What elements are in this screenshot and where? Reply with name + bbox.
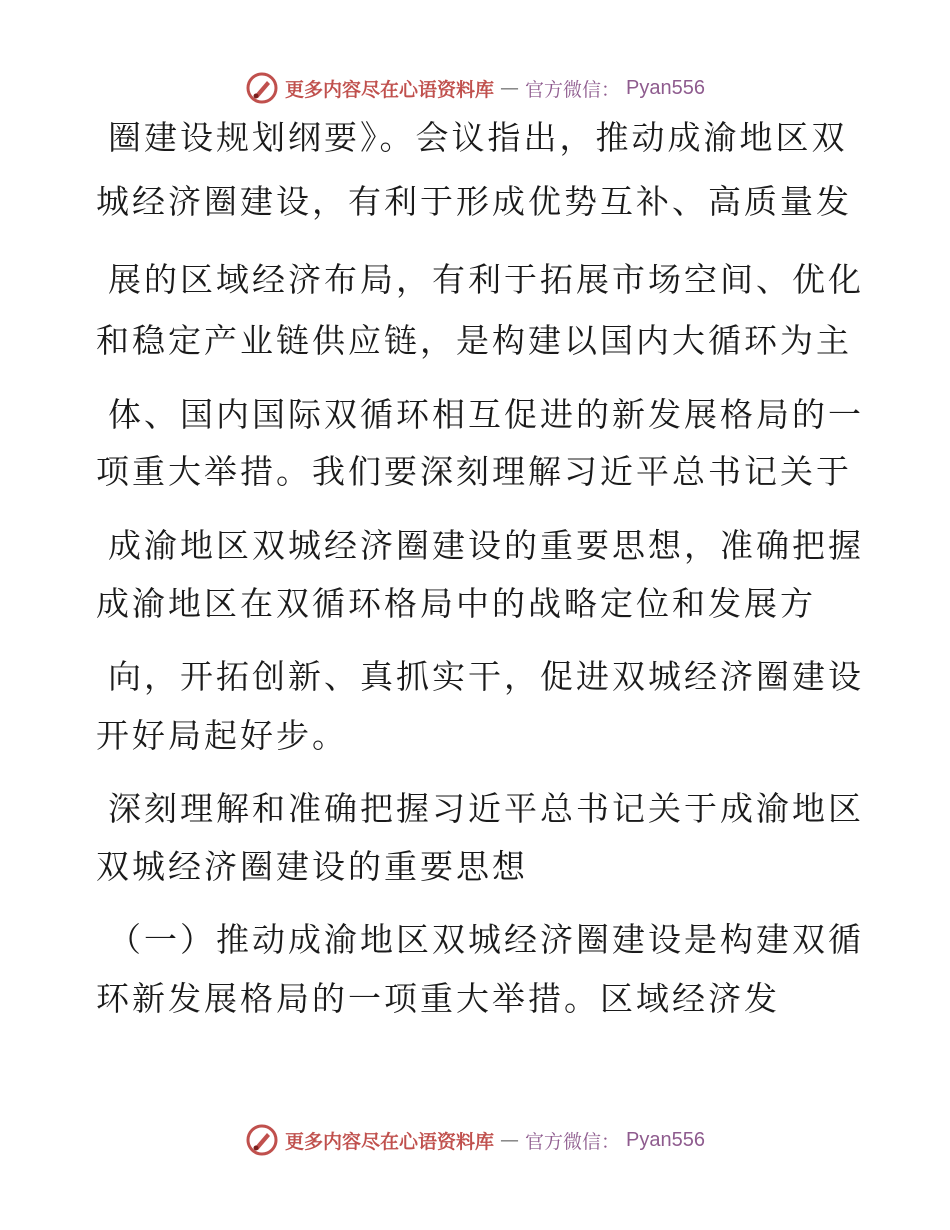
text-line: 圈建设规划纲要》。会议指出，推动成渝地区双	[108, 118, 848, 157]
text-line: 城经济圈建设，有利于形成优势互补、高质量发	[96, 182, 852, 221]
text-line: 向，开拓创新、真抓实干，促进双城经济圈建设	[108, 657, 864, 696]
watermark-site-text: 更多内容尽在心语资料库	[285, 1130, 495, 1153]
watermark-tag-text: 官方微信：	[525, 1130, 621, 1153]
watermark-dash: —	[500, 1129, 520, 1151]
watermark-id-text: Pyan556	[626, 76, 705, 99]
watermark-tag-text: 官方微信：	[525, 78, 621, 101]
text-line: 成渝地区双城经济圈建设的重要思想，准确把握	[108, 526, 864, 565]
pen-seal-logo-icon	[245, 71, 279, 105]
section-heading: 双城经济圈建设的重要思想	[96, 847, 528, 886]
text-line: （一）推动成渝地区双城经济圈建设是构建双循	[108, 920, 864, 959]
pen-seal-logo-icon	[245, 1123, 279, 1157]
text-line: 开好局起好步。	[96, 716, 348, 755]
text-line: 项重大举措。我们要深刻理解习近平总书记关于	[96, 452, 852, 491]
section-heading: 深刻理解和准确把握习近平总书记关于成渝地区	[108, 789, 864, 828]
header-watermark	[0, 68, 950, 108]
text-line: 体、国内国际双循环相互促进的新发展格局的一	[108, 395, 864, 434]
watermark-site-text: 更多内容尽在心语资料库	[285, 78, 495, 101]
text-line: 和稳定产业链供应链，是构建以国内大循环为主	[96, 321, 852, 360]
watermark-dash: —	[500, 77, 520, 99]
footer-watermark	[0, 1120, 950, 1160]
text-line: 成渝地区在双循环格局中的战略定位和发展方	[96, 584, 816, 623]
watermark-id-text: Pyan556	[626, 1128, 705, 1151]
text-line: 展的区域经济布局，有利于拓展市场空间、优化	[108, 260, 864, 299]
text-line: 环新发展格局的一项重大举措。区域经济发	[96, 979, 780, 1018]
